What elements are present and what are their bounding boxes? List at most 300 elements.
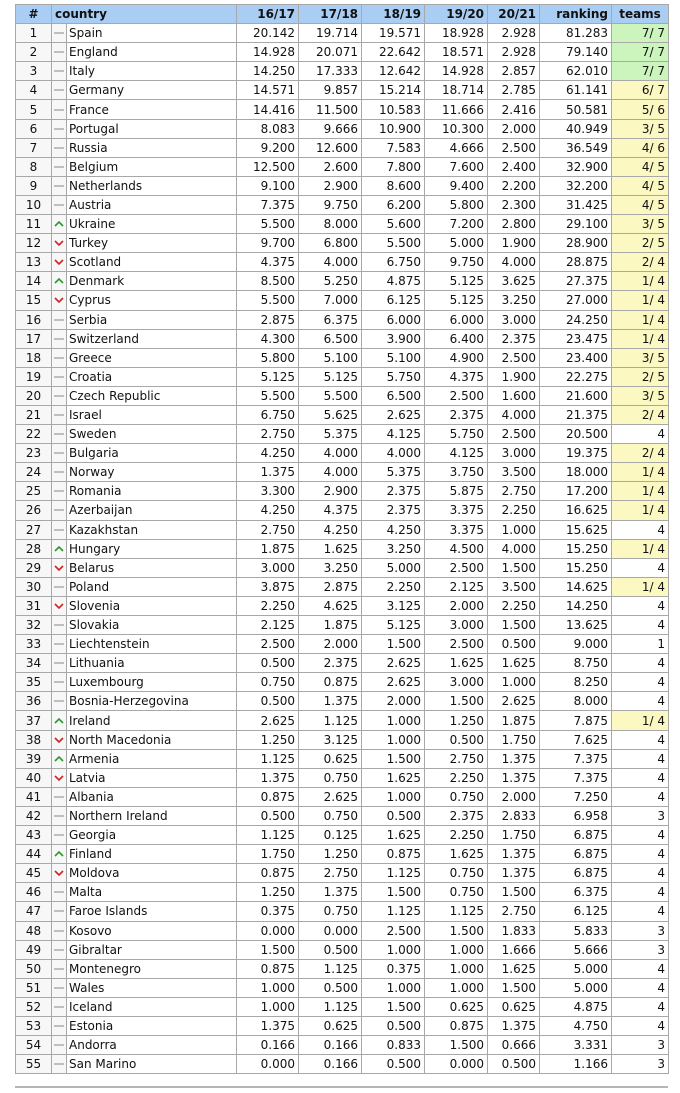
teams-value: 1/ 4 bbox=[612, 463, 669, 482]
ranking-value: 15.250 bbox=[540, 558, 612, 577]
ranking-value: 5.666 bbox=[540, 940, 612, 959]
season-16-17-value: 1.000 bbox=[237, 997, 299, 1016]
table-row bbox=[16, 921, 669, 940]
table-row bbox=[16, 253, 669, 272]
ranking-value: 31.425 bbox=[540, 195, 612, 214]
season-18-19-value: 1.625 bbox=[362, 826, 425, 845]
season-20-21-value: 2.500 bbox=[488, 425, 540, 444]
season-17-18-value: 9.750 bbox=[299, 195, 362, 214]
trend-indicator bbox=[52, 405, 67, 424]
header-rank-number[interactable]: # bbox=[16, 5, 52, 24]
rank-number: 10 bbox=[16, 195, 52, 214]
ranking-value: 7.625 bbox=[540, 730, 612, 749]
country-name: Ireland bbox=[67, 711, 237, 730]
season-18-19-value: 6.750 bbox=[362, 253, 425, 272]
season-20-21-value: 0.625 bbox=[488, 997, 540, 1016]
season-18-19-value: 1.500 bbox=[362, 635, 425, 654]
season-17-18-value: 1.625 bbox=[299, 539, 362, 558]
header-teams[interactable]: teams bbox=[612, 5, 669, 24]
trend-same-icon bbox=[53, 504, 65, 516]
season-19-20-value: 1.000 bbox=[425, 959, 488, 978]
trend-same-icon bbox=[53, 1039, 65, 1051]
header-season-16-17[interactable]: 16/17 bbox=[237, 5, 299, 24]
trend-down-icon bbox=[53, 562, 65, 574]
season-17-18-value: 1.125 bbox=[299, 959, 362, 978]
season-18-19-value: 5.750 bbox=[362, 367, 425, 386]
season-17-18-value: 9.857 bbox=[299, 81, 362, 100]
season-16-17-value: 4.300 bbox=[237, 329, 299, 348]
season-16-17-value: 3.300 bbox=[237, 482, 299, 501]
table-row bbox=[16, 215, 669, 234]
table-row bbox=[16, 310, 669, 329]
trend-down-icon bbox=[53, 256, 65, 268]
table-row bbox=[16, 291, 669, 310]
season-17-18-value: 4.000 bbox=[299, 253, 362, 272]
season-16-17-value: 3.000 bbox=[237, 558, 299, 577]
header-season-20-21[interactable]: 20/21 bbox=[488, 5, 540, 24]
season-16-17-value: 8.500 bbox=[237, 272, 299, 291]
season-20-21-value: 3.500 bbox=[488, 577, 540, 596]
season-18-19-value: 2.500 bbox=[362, 921, 425, 940]
season-19-20-value: 14.928 bbox=[425, 62, 488, 81]
trend-same-icon bbox=[53, 390, 65, 402]
season-16-17-value: 4.250 bbox=[237, 501, 299, 520]
season-18-19-value: 1.125 bbox=[362, 902, 425, 921]
trend-same-icon bbox=[53, 199, 65, 211]
season-16-17-value: 0.500 bbox=[237, 806, 299, 825]
rank-number: 40 bbox=[16, 768, 52, 787]
trend-same-icon bbox=[53, 27, 65, 39]
trend-indicator bbox=[52, 1036, 67, 1055]
trend-indicator bbox=[52, 482, 67, 501]
season-16-17-value: 1.250 bbox=[237, 883, 299, 902]
uefa-coefficient-table-container bbox=[15, 4, 668, 1074]
trend-same-icon bbox=[53, 447, 65, 459]
rank-number: 47 bbox=[16, 902, 52, 921]
trend-same-icon bbox=[53, 944, 65, 956]
teams-value: 4 bbox=[612, 596, 669, 615]
season-17-18-value: 2.750 bbox=[299, 864, 362, 883]
country-name: Slovakia bbox=[67, 616, 237, 635]
teams-value: 4/ 5 bbox=[612, 195, 669, 214]
teams-value: 4 bbox=[612, 959, 669, 978]
season-18-19-value: 12.642 bbox=[362, 62, 425, 81]
country-name: Belgium bbox=[67, 157, 237, 176]
season-18-19-value: 5.375 bbox=[362, 463, 425, 482]
season-19-20-value: 2.750 bbox=[425, 749, 488, 768]
country-name: Wales bbox=[67, 978, 237, 997]
country-name: Lithuania bbox=[67, 654, 237, 673]
rank-number: 35 bbox=[16, 673, 52, 692]
table-row bbox=[16, 43, 669, 62]
teams-value: 4 bbox=[612, 654, 669, 673]
season-18-19-value: 4.250 bbox=[362, 520, 425, 539]
country-name: Belarus bbox=[67, 558, 237, 577]
teams-value: 4 bbox=[612, 425, 669, 444]
trend-same-icon bbox=[53, 791, 65, 803]
table-row bbox=[16, 157, 669, 176]
table-row bbox=[16, 425, 669, 444]
teams-value: 1/ 4 bbox=[612, 577, 669, 596]
trend-same-icon bbox=[53, 1020, 65, 1032]
teams-value: 2/ 4 bbox=[612, 405, 669, 424]
season-16-17-value: 2.500 bbox=[237, 635, 299, 654]
rank-number: 27 bbox=[16, 520, 52, 539]
table-row bbox=[16, 692, 669, 711]
rank-number: 31 bbox=[16, 596, 52, 615]
table-row bbox=[16, 234, 669, 253]
trend-indicator bbox=[52, 62, 67, 81]
teams-value: 2/ 4 bbox=[612, 253, 669, 272]
season-19-20-value: 3.750 bbox=[425, 463, 488, 482]
trend-same-icon bbox=[53, 829, 65, 841]
rank-number: 11 bbox=[16, 215, 52, 234]
teams-value: 1/ 4 bbox=[612, 482, 669, 501]
teams-value: 3 bbox=[612, 940, 669, 959]
season-16-17-value: 0.166 bbox=[237, 1036, 299, 1055]
season-20-21-value: 3.250 bbox=[488, 291, 540, 310]
season-18-19-value: 1.500 bbox=[362, 997, 425, 1016]
season-19-20-value: 7.200 bbox=[425, 215, 488, 234]
country-name: Liechtenstein bbox=[67, 635, 237, 654]
header-row bbox=[16, 5, 669, 24]
season-20-21-value: 2.000 bbox=[488, 119, 540, 138]
ranking-value: 16.625 bbox=[540, 501, 612, 520]
teams-value: 4 bbox=[612, 749, 669, 768]
teams-value: 4 bbox=[612, 902, 669, 921]
country-name: Austria bbox=[67, 195, 237, 214]
season-20-21-value: 1.750 bbox=[488, 826, 540, 845]
trend-indicator bbox=[52, 157, 67, 176]
trend-indicator bbox=[52, 425, 67, 444]
season-19-20-value: 4.900 bbox=[425, 348, 488, 367]
rank-number: 48 bbox=[16, 921, 52, 940]
ranking-value: 14.250 bbox=[540, 596, 612, 615]
table-row bbox=[16, 864, 669, 883]
season-20-21-value: 1.000 bbox=[488, 520, 540, 539]
season-17-18-value: 4.000 bbox=[299, 463, 362, 482]
season-18-19-value: 4.125 bbox=[362, 425, 425, 444]
country-name: Malta bbox=[67, 883, 237, 902]
trend-same-icon bbox=[53, 810, 65, 822]
teams-value: 3 bbox=[612, 1055, 669, 1074]
trend-indicator bbox=[52, 501, 67, 520]
rank-number: 43 bbox=[16, 826, 52, 845]
header-season-18-19[interactable]: 18/19 bbox=[362, 5, 425, 24]
season-18-19-value: 2.375 bbox=[362, 482, 425, 501]
rank-number: 28 bbox=[16, 539, 52, 558]
header-season-17-18[interactable]: 17/18 bbox=[299, 5, 362, 24]
season-18-19-value: 1.000 bbox=[362, 730, 425, 749]
season-19-20-value: 5.000 bbox=[425, 234, 488, 253]
season-18-19-value: 15.214 bbox=[362, 81, 425, 100]
country-name: Slovenia bbox=[67, 596, 237, 615]
trend-down-icon bbox=[53, 600, 65, 612]
ranking-value: 5.833 bbox=[540, 921, 612, 940]
rank-number: 13 bbox=[16, 253, 52, 272]
rank-number: 33 bbox=[16, 635, 52, 654]
table-row bbox=[16, 501, 669, 520]
season-20-21-value: 1.375 bbox=[488, 1016, 540, 1035]
teams-value: 4 bbox=[612, 520, 669, 539]
ranking-value: 6.875 bbox=[540, 826, 612, 845]
season-20-21-value: 2.750 bbox=[488, 902, 540, 921]
trend-up-icon bbox=[53, 218, 65, 230]
season-17-18-value: 1.375 bbox=[299, 692, 362, 711]
teams-value: 2/ 5 bbox=[612, 234, 669, 253]
season-17-18-value: 2.375 bbox=[299, 654, 362, 673]
rank-number: 8 bbox=[16, 157, 52, 176]
country-name: Moldova bbox=[67, 864, 237, 883]
season-17-18-value: 0.166 bbox=[299, 1055, 362, 1074]
rank-number: 21 bbox=[16, 405, 52, 424]
teams-value: 4/ 5 bbox=[612, 157, 669, 176]
season-20-21-value: 0.500 bbox=[488, 635, 540, 654]
teams-value: 5/ 6 bbox=[612, 100, 669, 119]
country-name: Italy bbox=[67, 62, 237, 81]
trend-down-icon bbox=[53, 772, 65, 784]
season-18-19-value: 6.200 bbox=[362, 195, 425, 214]
season-17-18-value: 0.875 bbox=[299, 673, 362, 692]
trend-indicator bbox=[52, 176, 67, 195]
season-19-20-value: 2.000 bbox=[425, 596, 488, 615]
trend-indicator bbox=[52, 978, 67, 997]
season-16-17-value: 14.250 bbox=[237, 62, 299, 81]
table-row bbox=[16, 635, 669, 654]
season-16-17-value: 0.750 bbox=[237, 673, 299, 692]
season-17-18-value: 5.100 bbox=[299, 348, 362, 367]
ranking-value: 28.900 bbox=[540, 234, 612, 253]
season-17-18-value: 2.625 bbox=[299, 787, 362, 806]
rank-number: 25 bbox=[16, 482, 52, 501]
season-18-19-value: 6.000 bbox=[362, 310, 425, 329]
ranking-value: 8.000 bbox=[540, 692, 612, 711]
trend-indicator bbox=[52, 1016, 67, 1035]
trend-indicator bbox=[52, 883, 67, 902]
season-19-20-value: 9.400 bbox=[425, 176, 488, 195]
trend-indicator bbox=[52, 730, 67, 749]
ranking-value: 6.125 bbox=[540, 902, 612, 921]
trend-indicator bbox=[52, 386, 67, 405]
rank-number: 49 bbox=[16, 940, 52, 959]
ranking-value: 7.375 bbox=[540, 768, 612, 787]
table-row bbox=[16, 902, 669, 921]
trend-up-icon bbox=[53, 543, 65, 555]
trend-up-icon bbox=[53, 715, 65, 727]
rank-number: 22 bbox=[16, 425, 52, 444]
season-18-19-value: 7.800 bbox=[362, 157, 425, 176]
season-20-21-value: 0.666 bbox=[488, 1036, 540, 1055]
trend-same-icon bbox=[53, 982, 65, 994]
ranking-value: 8.750 bbox=[540, 654, 612, 673]
trend-indicator bbox=[52, 444, 67, 463]
rank-number: 1 bbox=[16, 24, 52, 43]
table-row bbox=[16, 539, 669, 558]
season-19-20-value: 4.500 bbox=[425, 539, 488, 558]
season-18-19-value: 10.900 bbox=[362, 119, 425, 138]
ranking-value: 62.010 bbox=[540, 62, 612, 81]
country-name: Croatia bbox=[67, 367, 237, 386]
trend-same-icon bbox=[53, 581, 65, 593]
ranking-value: 5.000 bbox=[540, 978, 612, 997]
season-19-20-value: 0.000 bbox=[425, 1055, 488, 1074]
rank-number: 50 bbox=[16, 959, 52, 978]
rank-number: 39 bbox=[16, 749, 52, 768]
season-17-18-value: 0.750 bbox=[299, 768, 362, 787]
rank-number: 51 bbox=[16, 978, 52, 997]
table-row bbox=[16, 768, 669, 787]
trend-indicator bbox=[52, 310, 67, 329]
ranking-value: 24.250 bbox=[540, 310, 612, 329]
trend-same-icon bbox=[53, 676, 65, 688]
season-18-19-value: 3.125 bbox=[362, 596, 425, 615]
country-name: Greece bbox=[67, 348, 237, 367]
country-name: Latvia bbox=[67, 768, 237, 787]
table-row bbox=[16, 749, 669, 768]
trend-same-icon bbox=[53, 65, 65, 77]
season-16-17-value: 0.500 bbox=[237, 654, 299, 673]
season-17-18-value: 7.000 bbox=[299, 291, 362, 310]
season-19-20-value: 2.125 bbox=[425, 577, 488, 596]
bottom-divider bbox=[15, 1086, 668, 1088]
trend-same-icon bbox=[53, 352, 65, 364]
rank-number: 36 bbox=[16, 692, 52, 711]
season-20-21-value: 1.666 bbox=[488, 940, 540, 959]
ranking-value: 23.400 bbox=[540, 348, 612, 367]
rank-number: 29 bbox=[16, 558, 52, 577]
trend-same-icon bbox=[53, 161, 65, 173]
table-row bbox=[16, 405, 669, 424]
country-name: Poland bbox=[67, 577, 237, 596]
teams-value: 1/ 4 bbox=[612, 329, 669, 348]
season-19-20-value: 5.750 bbox=[425, 425, 488, 444]
ranking-value: 23.475 bbox=[540, 329, 612, 348]
trend-indicator bbox=[52, 997, 67, 1016]
season-19-20-value: 2.375 bbox=[425, 806, 488, 825]
ranking-value: 40.949 bbox=[540, 119, 612, 138]
table-row bbox=[16, 62, 669, 81]
season-20-21-value: 2.857 bbox=[488, 62, 540, 81]
ranking-value: 21.375 bbox=[540, 405, 612, 424]
header-ranking[interactable]: ranking bbox=[540, 5, 612, 24]
trend-indicator bbox=[52, 692, 67, 711]
ranking-value: 7.875 bbox=[540, 711, 612, 730]
table-row bbox=[16, 845, 669, 864]
season-19-20-value: 18.928 bbox=[425, 24, 488, 43]
season-18-19-value: 2.625 bbox=[362, 673, 425, 692]
season-20-21-value: 1.750 bbox=[488, 730, 540, 749]
rank-number: 7 bbox=[16, 138, 52, 157]
season-19-20-value: 1.625 bbox=[425, 845, 488, 864]
table-body bbox=[16, 24, 669, 1074]
season-18-19-value: 1.000 bbox=[362, 711, 425, 730]
season-18-19-value: 6.500 bbox=[362, 386, 425, 405]
season-19-20-value: 5.125 bbox=[425, 272, 488, 291]
country-name: Cyprus bbox=[67, 291, 237, 310]
season-18-19-value: 0.500 bbox=[362, 1016, 425, 1035]
table-row bbox=[16, 482, 669, 501]
season-19-20-value: 2.250 bbox=[425, 826, 488, 845]
season-19-20-value: 3.375 bbox=[425, 501, 488, 520]
season-16-17-value: 0.375 bbox=[237, 902, 299, 921]
country-name: Faroe Islands bbox=[67, 902, 237, 921]
season-18-19-value: 5.500 bbox=[362, 234, 425, 253]
teams-value: 1/ 4 bbox=[612, 291, 669, 310]
header-season-19-20[interactable]: 19/20 bbox=[425, 5, 488, 24]
table-row bbox=[16, 195, 669, 214]
season-19-20-value: 5.875 bbox=[425, 482, 488, 501]
season-20-21-value: 2.400 bbox=[488, 157, 540, 176]
country-name: Armenia bbox=[67, 749, 237, 768]
season-20-21-value: 4.000 bbox=[488, 405, 540, 424]
trend-indicator bbox=[52, 806, 67, 825]
table-row bbox=[16, 1036, 669, 1055]
season-17-18-value: 0.125 bbox=[299, 826, 362, 845]
teams-value: 4 bbox=[612, 730, 669, 749]
season-17-18-value: 2.600 bbox=[299, 157, 362, 176]
teams-value: 3/ 5 bbox=[612, 119, 669, 138]
season-16-17-value: 1.750 bbox=[237, 845, 299, 864]
teams-value: 4/ 5 bbox=[612, 176, 669, 195]
teams-value: 3/ 5 bbox=[612, 386, 669, 405]
season-18-19-value: 0.500 bbox=[362, 1055, 425, 1074]
country-name: Spain bbox=[67, 24, 237, 43]
season-20-21-value: 1.900 bbox=[488, 234, 540, 253]
season-16-17-value: 5.800 bbox=[237, 348, 299, 367]
season-18-19-value: 1.500 bbox=[362, 883, 425, 902]
season-16-17-value: 2.750 bbox=[237, 425, 299, 444]
season-18-19-value: 22.642 bbox=[362, 43, 425, 62]
ranking-value: 9.000 bbox=[540, 635, 612, 654]
header-country[interactable]: country bbox=[52, 5, 237, 24]
season-18-19-value: 6.125 bbox=[362, 291, 425, 310]
season-18-19-value: 5.125 bbox=[362, 616, 425, 635]
season-16-17-value: 7.375 bbox=[237, 195, 299, 214]
trend-indicator bbox=[52, 463, 67, 482]
country-name: Sweden bbox=[67, 425, 237, 444]
trend-indicator bbox=[52, 768, 67, 787]
season-17-18-value: 20.071 bbox=[299, 43, 362, 62]
trend-up-icon bbox=[53, 848, 65, 860]
season-18-19-value: 2.625 bbox=[362, 654, 425, 673]
trend-indicator bbox=[52, 367, 67, 386]
teams-value: 4 bbox=[612, 558, 669, 577]
trend-same-icon bbox=[53, 905, 65, 917]
season-20-21-value: 2.000 bbox=[488, 787, 540, 806]
table-row bbox=[16, 616, 669, 635]
rank-number: 4 bbox=[16, 81, 52, 100]
ranking-value: 79.140 bbox=[540, 43, 612, 62]
rank-number: 19 bbox=[16, 367, 52, 386]
ranking-value: 7.250 bbox=[540, 787, 612, 806]
rank-number: 38 bbox=[16, 730, 52, 749]
rank-number: 16 bbox=[16, 310, 52, 329]
season-19-20-value: 9.750 bbox=[425, 253, 488, 272]
ranking-value: 18.000 bbox=[540, 463, 612, 482]
season-20-21-value: 2.833 bbox=[488, 806, 540, 825]
rank-number: 52 bbox=[16, 997, 52, 1016]
ranking-value: 81.283 bbox=[540, 24, 612, 43]
ranking-value: 50.581 bbox=[540, 100, 612, 119]
trend-same-icon bbox=[53, 123, 65, 135]
country-name: Hungary bbox=[67, 539, 237, 558]
table-row bbox=[16, 463, 669, 482]
season-20-21-value: 1.375 bbox=[488, 749, 540, 768]
table-row bbox=[16, 119, 669, 138]
season-16-17-value: 14.571 bbox=[237, 81, 299, 100]
trend-indicator bbox=[52, 940, 67, 959]
trend-indicator bbox=[52, 654, 67, 673]
